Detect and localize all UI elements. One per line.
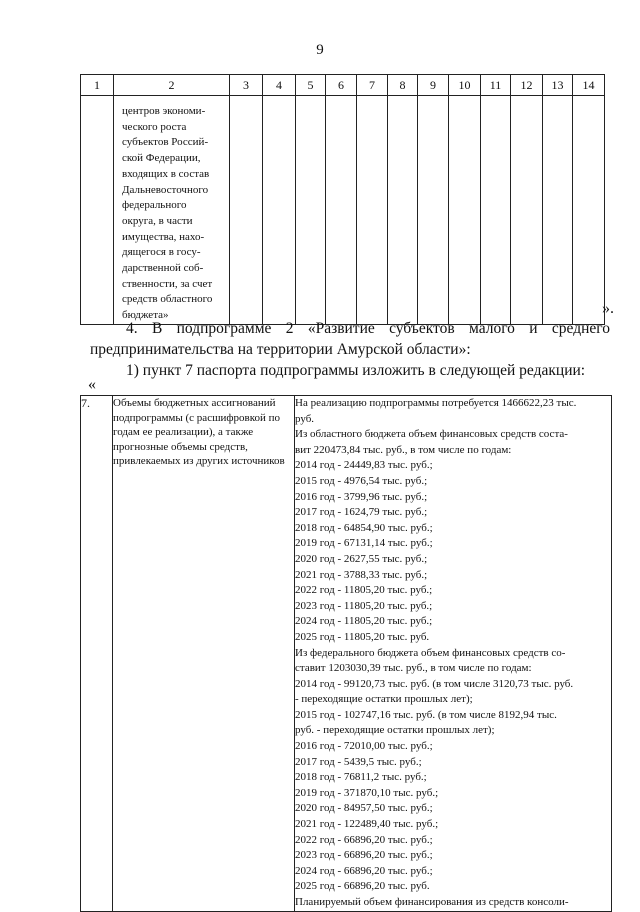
table-cell [230, 96, 263, 325]
continuation-text [114, 96, 229, 324]
amendment-paragraph-1: 1) пункт 7 паспорта подпрограммы изложить в следующей редакции: [126, 362, 586, 379]
funding-line: 2025 год - 66896,20 тыс. руб. [295, 880, 430, 893]
table-cell [296, 96, 326, 325]
table-cell [114, 96, 230, 325]
funding-line: 2015 год - 102747,16 тыс. руб. (в том числе 8192,94 тыс. [295, 708, 557, 721]
table-cell [81, 96, 114, 325]
table-cell [263, 96, 296, 325]
funding-line: 2019 год - 371870,10 тыс. руб.; [295, 786, 439, 799]
funding-line: 2025 год - 11805,20 тыс. руб. [295, 630, 430, 643]
column-header: 7 [357, 75, 388, 96]
text-line: субъектов Россий- [122, 136, 209, 149]
funding-line: 2024 год - 66896,20 тыс. руб.; [295, 864, 433, 877]
funding-line: 2016 год - 72010,00 тыс. руб.; [295, 740, 433, 753]
column-header-row [81, 75, 605, 96]
column-header: 5 [296, 75, 326, 96]
table-cell [543, 96, 573, 325]
column-header: 9 [418, 75, 449, 96]
column-header: 1 [81, 75, 114, 96]
funding-line: 2017 год - 1624,79 тыс. руб.; [295, 506, 428, 519]
column-header: 3 [230, 75, 263, 96]
funding-line: 2021 год - 3788,33 тыс. руб.; [295, 568, 428, 581]
funding-line: На реализацию подпрограммы потребуется 1466622,23 тыс. [295, 397, 577, 409]
column-header: 8 [388, 75, 418, 96]
text-line: входящих в состав [122, 167, 210, 180]
funding-lines [295, 396, 611, 911]
text-line: дящегося в госу- [122, 246, 201, 259]
funding-line: - переходящие остатки прошлых лет); [295, 693, 473, 706]
passport-table [80, 395, 612, 912]
table-cell [481, 96, 511, 325]
funding-line: 2017 год - 5439,5 тыс. руб.; [295, 755, 422, 768]
row-number: 7. [81, 396, 113, 912]
text-line: имущества, нахо- [122, 230, 205, 243]
table-cell [418, 96, 449, 325]
text-line: ческого роста [122, 120, 187, 133]
column-header: 10 [449, 75, 481, 96]
text-line: дарственной соб- [122, 262, 204, 275]
funding-line: 2020 год - 84957,50 тыс. руб.; [295, 802, 433, 815]
column-header: 12 [511, 75, 543, 96]
funding-line: 2022 год - 66896,20 тыс. руб.; [295, 833, 433, 846]
continuation-table [80, 74, 605, 325]
funding-details [295, 396, 612, 912]
column-header: 6 [326, 75, 357, 96]
funding-line: руб. - переходящие остатки прошлых лет); [295, 724, 495, 737]
funding-line: 2019 год - 67131,14 тыс. руб.; [295, 537, 433, 550]
funding-line: Из областного бюджета объем финансовых средств соста- [295, 428, 568, 441]
funding-line: 2018 год - 76811,2 тыс. руб.; [295, 771, 427, 784]
opening-quote: « [88, 376, 96, 393]
text-line: ской Федерации, [122, 152, 201, 165]
closing-quote: ». [602, 300, 614, 317]
funding-line: вит 220473,84 тыс. руб., в том числе по годам: [295, 443, 512, 456]
text-line: Дальневосточного [122, 183, 209, 196]
text-line: ственности, за счет [122, 277, 213, 290]
column-header: 11 [481, 75, 511, 96]
table-row [81, 96, 605, 325]
column-header: 2 [114, 75, 230, 96]
funding-line: 2014 год - 99120,73 тыс. руб. (в том числе 3120,73 тыс. руб. [295, 677, 574, 690]
funding-line: руб. [295, 412, 315, 425]
column-header: 14 [573, 75, 605, 96]
table-row [81, 396, 612, 912]
funding-line: 2022 год - 11805,20 тыс. руб.; [295, 584, 433, 597]
row-title: Объемы бюджетных ассигнований подпрограммы (с расшифровкой по годам ее реализации), а также прогнозные объемы средств, привлекаемых из других источников [113, 396, 295, 912]
funding-line: 2015 год - 4976,54 тыс. руб.; [295, 474, 428, 487]
funding-line: 2024 год - 11805,20 тыс. руб.; [295, 615, 433, 628]
text-line: центров экономи- [122, 105, 206, 117]
funding-line: Из федерального бюджета объем финансовых средств со- [295, 646, 566, 659]
funding-line: 2016 год - 3799,96 тыс. руб.; [295, 490, 428, 503]
funding-line: Планируемый объем финансирования из средств консоли- [295, 896, 569, 908]
funding-line: 2023 год - 66896,20 тыс. руб.; [295, 849, 433, 862]
amendment-paragraph-4: 4. В подпрограмме 2 «Развитие субъектов малого и среднего предпринимательства на территории Амурской области»: [90, 320, 610, 358]
table-cell [573, 96, 605, 325]
funding-line: ставит 1203030,39 тыс. руб., в том числе по годам: [295, 662, 532, 675]
funding-line: 2021 год - 122489,40 тыс. руб.; [295, 818, 439, 831]
funding-line: 2014 год - 24449,83 тыс. руб.; [295, 459, 433, 472]
text-line: средств областного [122, 293, 213, 306]
table-cell [388, 96, 418, 325]
funding-line: 2023 год - 11805,20 тыс. руб.; [295, 599, 433, 612]
page-number: 9 [316, 42, 324, 58]
column-header: 4 [263, 75, 296, 96]
funding-line: 2018 год - 64854,90 тыс. руб.; [295, 521, 433, 534]
table-cell [449, 96, 481, 325]
text-line: федерального [122, 199, 187, 212]
table-cell [511, 96, 543, 325]
funding-line: 2020 год - 2627,55 тыс. руб.; [295, 552, 428, 565]
text-line: бюджета» [122, 309, 169, 322]
table-cell [326, 96, 357, 325]
text-line: округа, в части [122, 214, 193, 227]
table-cell [357, 96, 388, 325]
column-header: 13 [543, 75, 573, 96]
